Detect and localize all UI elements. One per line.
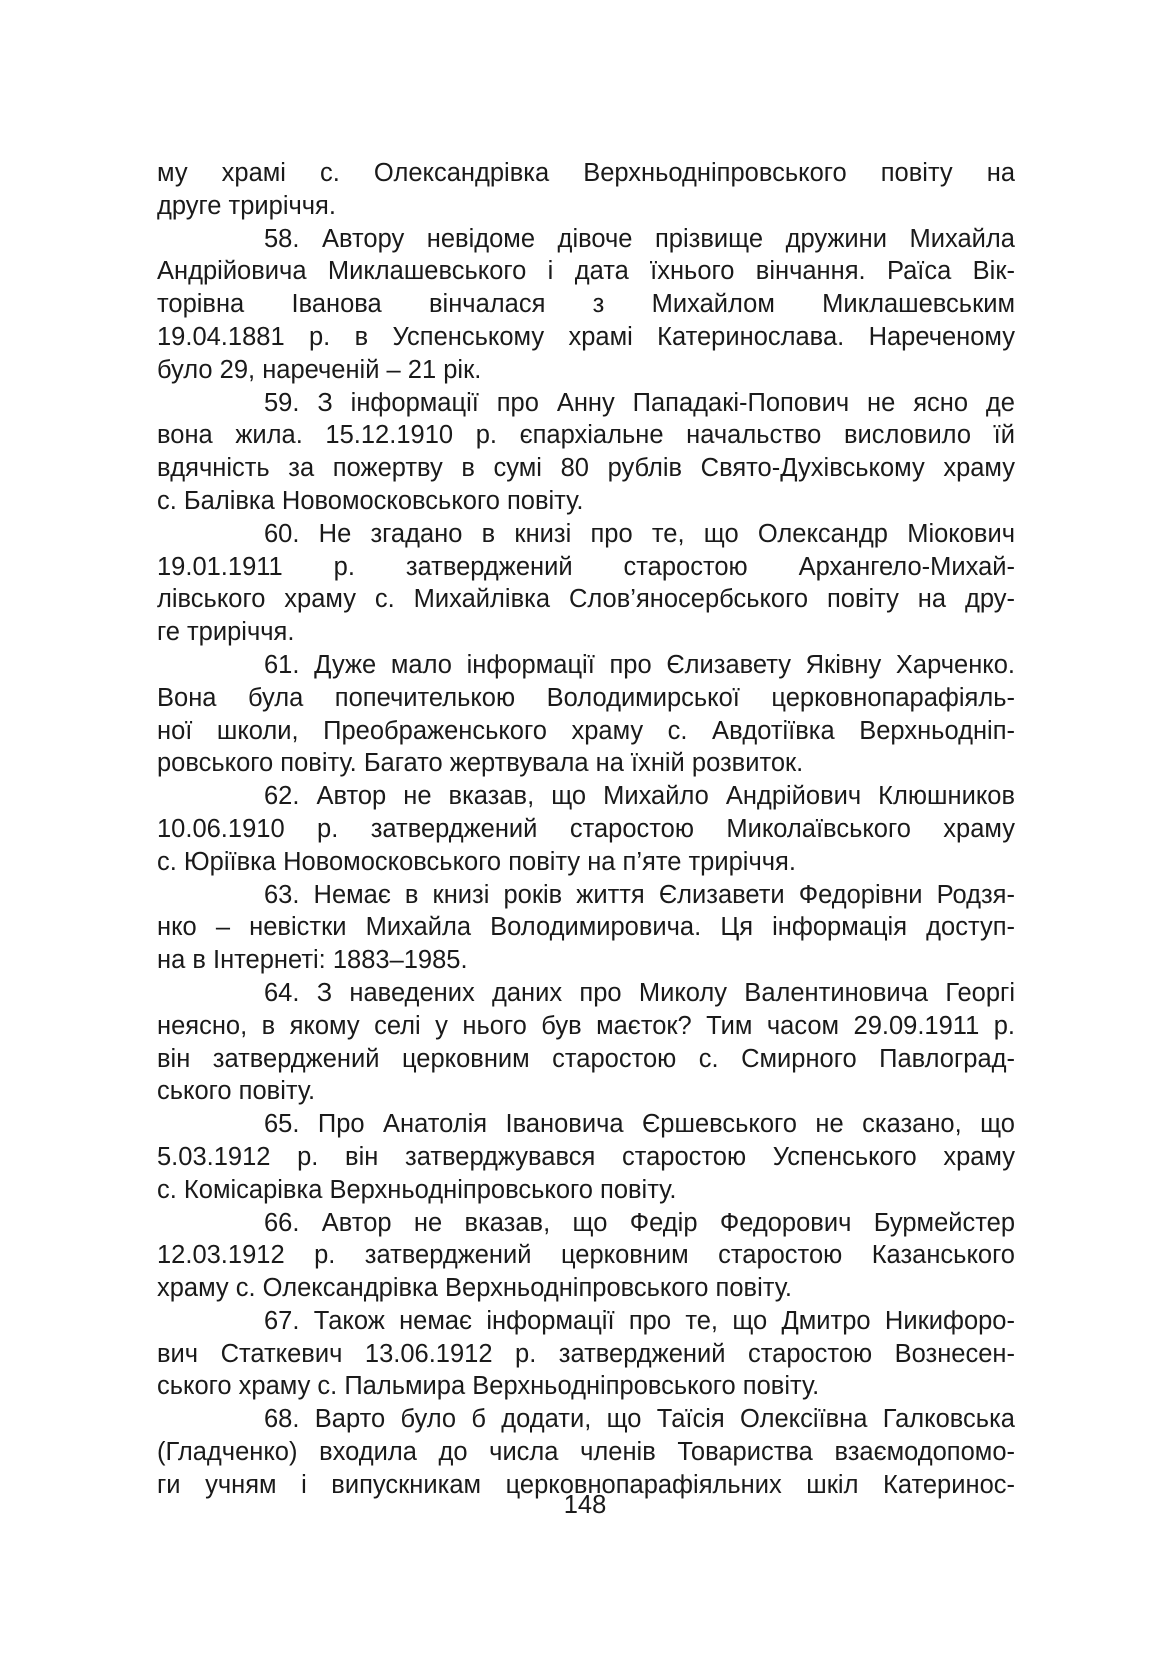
text-line: друге триріччя.	[157, 191, 336, 220]
text-line: 66. Автор не вказав, що Федір Федорович Бурмейстер	[264, 1208, 1015, 1237]
text-line: 62. Автор не вказав, що Михайло Андрійович Клюшников	[264, 782, 1015, 811]
text-line: ге триріччя.	[157, 618, 295, 647]
text-line: с. Балівка Новомосковського повіту.	[157, 486, 584, 515]
text-line: 67. Також немає інформації про те, що Дмитро Никифоро-	[264, 1306, 1015, 1335]
text-line: (Гладченко) входила до числа членів Товариства взаємодопомо-	[157, 1438, 1015, 1467]
text-line: 68. Варто було б додати, що Таїсія Олексіївна Галковська	[264, 1405, 1015, 1434]
text-line: 58. Автору невідоме дівоче прізвище дружини Михайла	[264, 224, 1015, 253]
text-line: вич Статкевич 13.06.1912 р. затверджений старостою Вознесен-	[157, 1339, 1015, 1368]
text-line: 12.03.1912 р. затверджений церковним старостою Казанського	[157, 1241, 1015, 1270]
text-line: 60. Не згадано в книзі про те, що Олександр Міокович	[264, 519, 1015, 548]
text-line: 65. Про Анатолія Івановича Єршевського не сказано, що	[264, 1110, 1015, 1139]
text-line: ського храму с. Пальмира Верхньодніпровського повіту.	[157, 1372, 820, 1401]
text-line: вона жила. 15.12.1910 р. єпархіальне начальство висловило їй	[157, 421, 1015, 450]
text-line: вдячність за пожертву в сумі 80 рублів Свято-Духівському храму	[157, 454, 1015, 483]
text-line: на в Інтернеті: 1883–1985.	[157, 946, 468, 975]
text-line: 59. З інформації про Анну Пападакі-Попович не ясно де	[264, 388, 1015, 417]
text-line: неясно, в якому селі у нього був маєток? Тим часом 29.09.1911 р.	[157, 1011, 1015, 1040]
text-line: 63. Немає в книзі років життя Єлизавети Федорівни Родзя-	[264, 880, 1015, 909]
text-line: 5.03.1912 р. він затверджувався старостою Успенського храму	[157, 1142, 1015, 1171]
text-line: храму с. Олександрівка Верхньодніпровського повіту.	[157, 1274, 793, 1303]
text-line: 19.04.1881 р. в Успенському храмі Катеринослава. Нареченому	[157, 322, 1015, 351]
text-line: 19.01.1911 р. затверджений старостою Архангело-Михай-	[157, 552, 1015, 581]
text-line: ної школи, Преображенського храму с. Авдотіївка Верхньодніп-	[157, 716, 1015, 745]
text-line: ровського повіту. Багато жертвувала на їхній розвиток.	[157, 749, 804, 778]
text-line: 61. Дуже мало інформації про Єлизавету Яківну Харченко.	[264, 650, 1015, 679]
text-line: нко – невістки Михайла Володимировича. Ця інформація доступ-	[157, 913, 1015, 942]
text-line: ги учням і випускникам церковнопарафіяльних шкіл Катеринос-	[157, 1470, 1015, 1499]
text-line: було 29, нареченій – 21 рік.	[157, 355, 482, 384]
text-line: с. Комісарівка Верхньодніпровського повіту.	[157, 1175, 677, 1204]
text-line: с. Юріївка Новомосковського повіту на п’яте триріччя.	[157, 847, 796, 876]
text-line: Андрійовича Миклашевського і дата їхнього вінчання. Раїса Вік-	[157, 257, 1015, 286]
text-line: ського повіту.	[157, 1077, 316, 1106]
page-number: 148	[563, 1491, 607, 1519]
text-line: 10.06.1910 р. затверджений старостою Миколаївського храму	[157, 814, 1015, 843]
text-line: Вона була попечителькою Володимирської церковнопарафіяль-	[157, 683, 1015, 712]
body-text	[157, 157, 1015, 1502]
text-line: лівського храму с. Михайлівка Слов’яносербського повіту на дру-	[157, 585, 1015, 614]
text-line: 64. З наведених даних про Миколу Валентиновича Георгі	[264, 978, 1015, 1007]
text-line: торівна Іванова вінчалася з Михайлом Миклашевським	[157, 290, 1015, 319]
text-line: му храмі с. Олександрівка Верхньодніпровського повіту на	[157, 159, 1015, 187]
text-line: він затверджений церковним старостою с. Смирного Павлоград-	[157, 1044, 1015, 1073]
